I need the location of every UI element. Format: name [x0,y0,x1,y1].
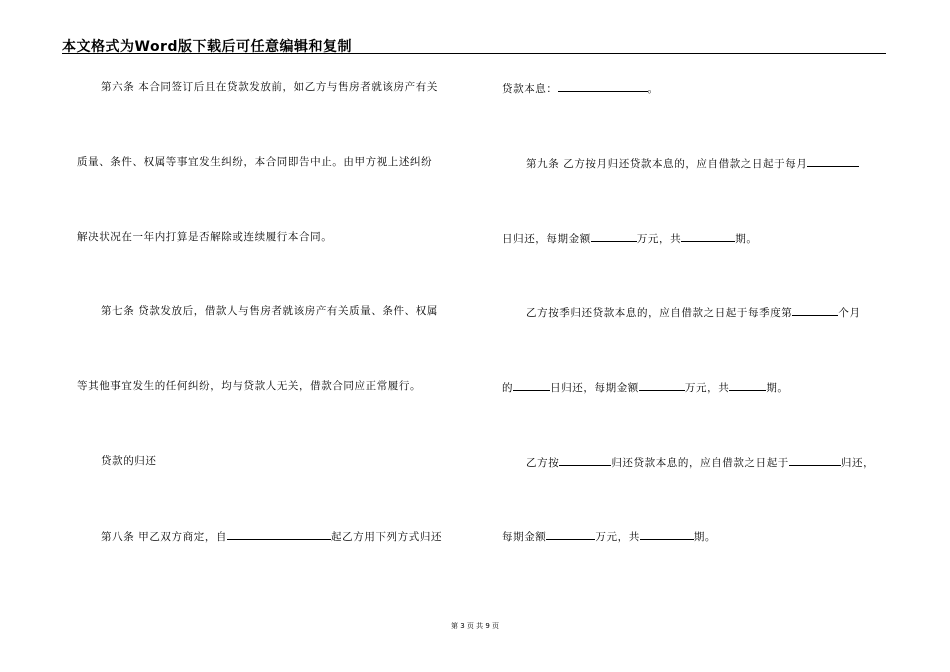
fill-blank-quarter-day [513,379,550,391]
right-line-1-text-a: 贷款本息： [502,83,558,95]
fill-blank-quarter-amount [639,379,685,391]
right-line-2-text-a: 第九条 乙方按月归还贷款本息的，应自借款之日起于每月 [526,158,808,170]
left-line-7-text-a: 第八条 甲乙双方商定，自 [101,531,228,543]
right-line-7-text-b: 万元，共 [595,531,640,543]
right-line-1 [502,80,659,96]
right-line-5-text-d: 期。 [766,382,789,394]
fill-blank-other-method [559,454,611,466]
page-number: 第 3 页 共 9 页 [450,622,500,630]
left-line-1: 第六条 本合同签订后且在贷款发放前，如乙方与售房者就该房产有关 [101,81,438,93]
right-line-7-text-a: 每期金额 [502,531,547,543]
left-line-7-text-b: 起乙方用下列方式归还 [331,531,443,543]
right-line-4 [526,304,861,320]
right-line-6 [526,454,874,470]
fill-blank-quarter-month [792,304,838,316]
header-divider [62,53,886,54]
fill-blank-quarter-periods [729,379,766,391]
right-line-4-text-b: 个月 [838,307,861,319]
right-line-1-text-b: 。 [647,83,659,95]
right-line-6-text-c: 归还， [840,457,875,469]
fill-blank-start-date [227,528,331,540]
right-line-5 [502,379,789,395]
right-line-7-text-c: 期。 [693,531,717,543]
right-line-4-text-a: 乙方按季归还贷款本息的，应自借款之日起于每季度第 [526,307,793,319]
fill-blank-loan-principal [558,80,648,92]
right-line-3-text-a: 日归还，每期金额 [502,233,591,245]
right-line-5-text-b: 日归还，每期金额 [550,382,639,394]
left-line-3: 解决状况在一年内打算是否解除或连续履行本合同。 [77,231,333,243]
right-line-2 [526,155,859,171]
left-line-2: 质量、条件、权属等事宜发生纠纷，本合同即告中止。由甲方视上述纠纷 [77,156,433,168]
fill-blank-other-date [789,454,841,466]
right-line-3-text-b: 万元，共 [636,233,682,245]
left-line-4: 第七条 贷款发放后，借款人与售房者就该房产有关质量、条件、权属 [101,305,438,317]
right-line-7 [502,528,716,544]
left-line-7 [101,528,442,544]
fill-blank-other-amount [546,528,595,540]
section-heading-repayment: 贷款的归还 [101,455,157,467]
right-line-5-text-a: 的 [502,382,514,394]
right-line-3 [502,230,757,246]
fill-blank-monthly-amount [591,230,637,242]
fill-blank-other-periods [640,528,694,540]
right-line-3-text-c: 期。 [735,233,758,245]
fill-blank-monthly-day [807,155,859,167]
left-line-5: 等其他事宜发生的任何纠纷，均与贷款人无关，借款合同应正常履行。 [77,380,422,392]
header-title: 本文格式为Word版下载后可任意编辑和复制 [62,39,352,55]
right-line-5-text-c: 万元，共 [684,382,730,394]
fill-blank-monthly-periods [681,230,735,242]
right-line-6-text-a: 乙方按 [526,457,560,469]
right-line-6-text-b: 归还贷款本息的，应自借款之日起于 [611,457,789,469]
